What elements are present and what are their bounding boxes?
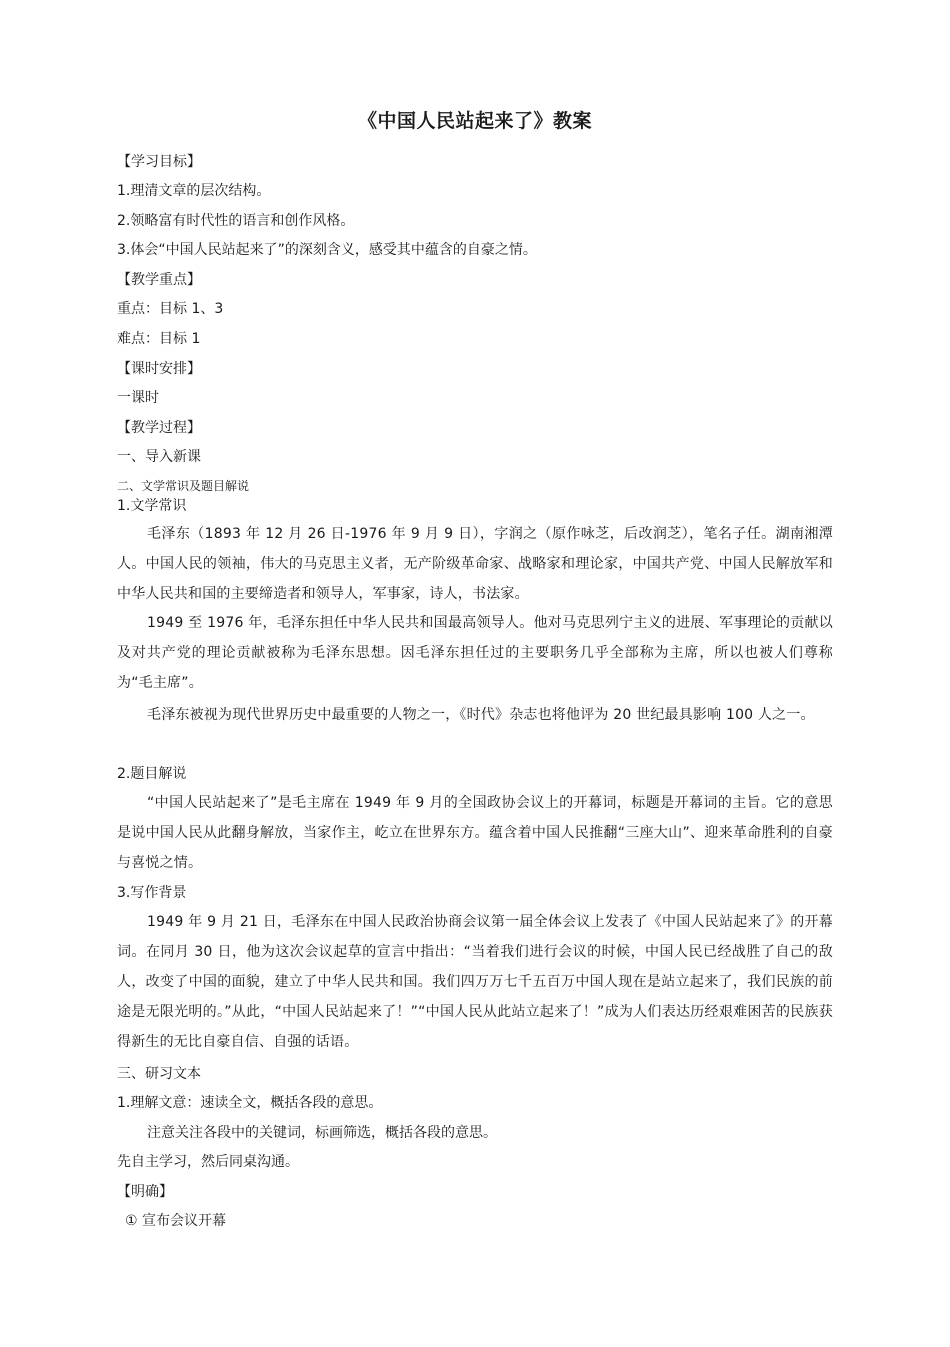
goal-item-2: 2.领略富有时代性的语言和创作风格。: [117, 213, 355, 229]
line-attention: 注意关注各段中的关键词，标画筛选，概括各段的意思。: [147, 1125, 497, 1141]
sub-understand: 1.理解文意：速读全文，概括各段的意思。: [117, 1095, 383, 1111]
step-3: 三、研习文本: [117, 1066, 201, 1082]
step-2: 二、文学常识及题目解说: [117, 479, 250, 493]
sub-title-explain: 2.题目解说: [117, 766, 187, 782]
schedule-heading: 【课时安排】: [117, 361, 201, 377]
focus-key: 重点：目标 1、3: [117, 301, 224, 317]
paragraph-title-explain: “中国人民站起来了”是毛主席在 1949 年 9 月的全国政协会议上的开幕词，标题是开幕词的主旨。它的意思是说中国人民从此翻身解放，当家作主，屹立在世界东方。蕴含着中国人民推翻“三座大山”、迎来革命胜利的自豪与喜悦之情。: [117, 795, 833, 871]
goal-item-1: 1.理清文章的层次结构。: [117, 183, 271, 199]
goal-heading: 【学习目标】: [117, 154, 201, 170]
clarify-item-1: ① 宣布会议开幕: [125, 1213, 227, 1229]
focus-heading: 【教学重点】: [117, 272, 201, 288]
sub-background: 3.写作背景: [117, 885, 187, 901]
sub-literature: 1.文学常识: [117, 498, 187, 514]
process-heading: 【教学过程】: [117, 420, 201, 436]
paragraph-mao-1: 毛泽东（1893 年 12 月 26 日-1976 年 9 月 9 日），字润之（原作咏芝，后改润芝），笔名子任。湖南湘潭人。中国人民的领袖，伟大的马克思主义者，无产阶级革命家、战略家和理论家，中国共产党、中国人民解放军和中华人民共和国的主要缔造者和领导人，军事家，诗人，书法家。: [117, 526, 833, 602]
step-1: 一、导入新课: [117, 449, 201, 465]
document-title: 《中国人民站起来了》教案: [357, 110, 592, 132]
paragraph-mao-3: 毛泽东被视为现代世界历史中最重要的人物之一，《时代》杂志也将他评为 20 世纪最具影响 100 人之一。: [147, 707, 815, 723]
focus-difficult: 难点：目标 1: [117, 331, 201, 347]
schedule-value: 一课时: [117, 390, 159, 406]
paragraph-mao-2: 1949 至 1976 年，毛泽东担任中华人民共和国最高领导人。他对马克思列宁主义的进展、军事理论的贡献以及对共产党的理论贡献被称为毛泽东思想。因毛泽东担任过的主要职务几乎全部称为主席，所以也被人们尊称为“毛主席”。: [117, 615, 833, 691]
line-selfstudy: 先自主学习，然后同桌沟通。: [117, 1154, 299, 1170]
goal-item-3: 3.体会“中国人民站起来了”的深刻含义，感受其中蕴含的自豪之情。: [117, 242, 537, 258]
clarify-heading: 【明确】: [117, 1184, 173, 1200]
paragraph-background: 1949 年 9 月 21 日，毛泽东在中国人民政治协商会议第一届全体会议上发表了《中国人民站起来了》的开幕词。在同月 30 日，他为这次会议起草的宣言中指出：“当着我们进行会议的时候，中国人民已经战胜了自己的敌人，改变了中国的面貌，建立了中华人民共和国。我们四万万七千五百万中国人现在是站立起来了，我们民族的前途是无限光明的。”从此，“中国人民站起来了！”“中国人民从此站立起来了！”成为人们表达历经艰难困苦的民族获得新生的无比自豪自信、自强的话语。: [117, 914, 833, 1050]
